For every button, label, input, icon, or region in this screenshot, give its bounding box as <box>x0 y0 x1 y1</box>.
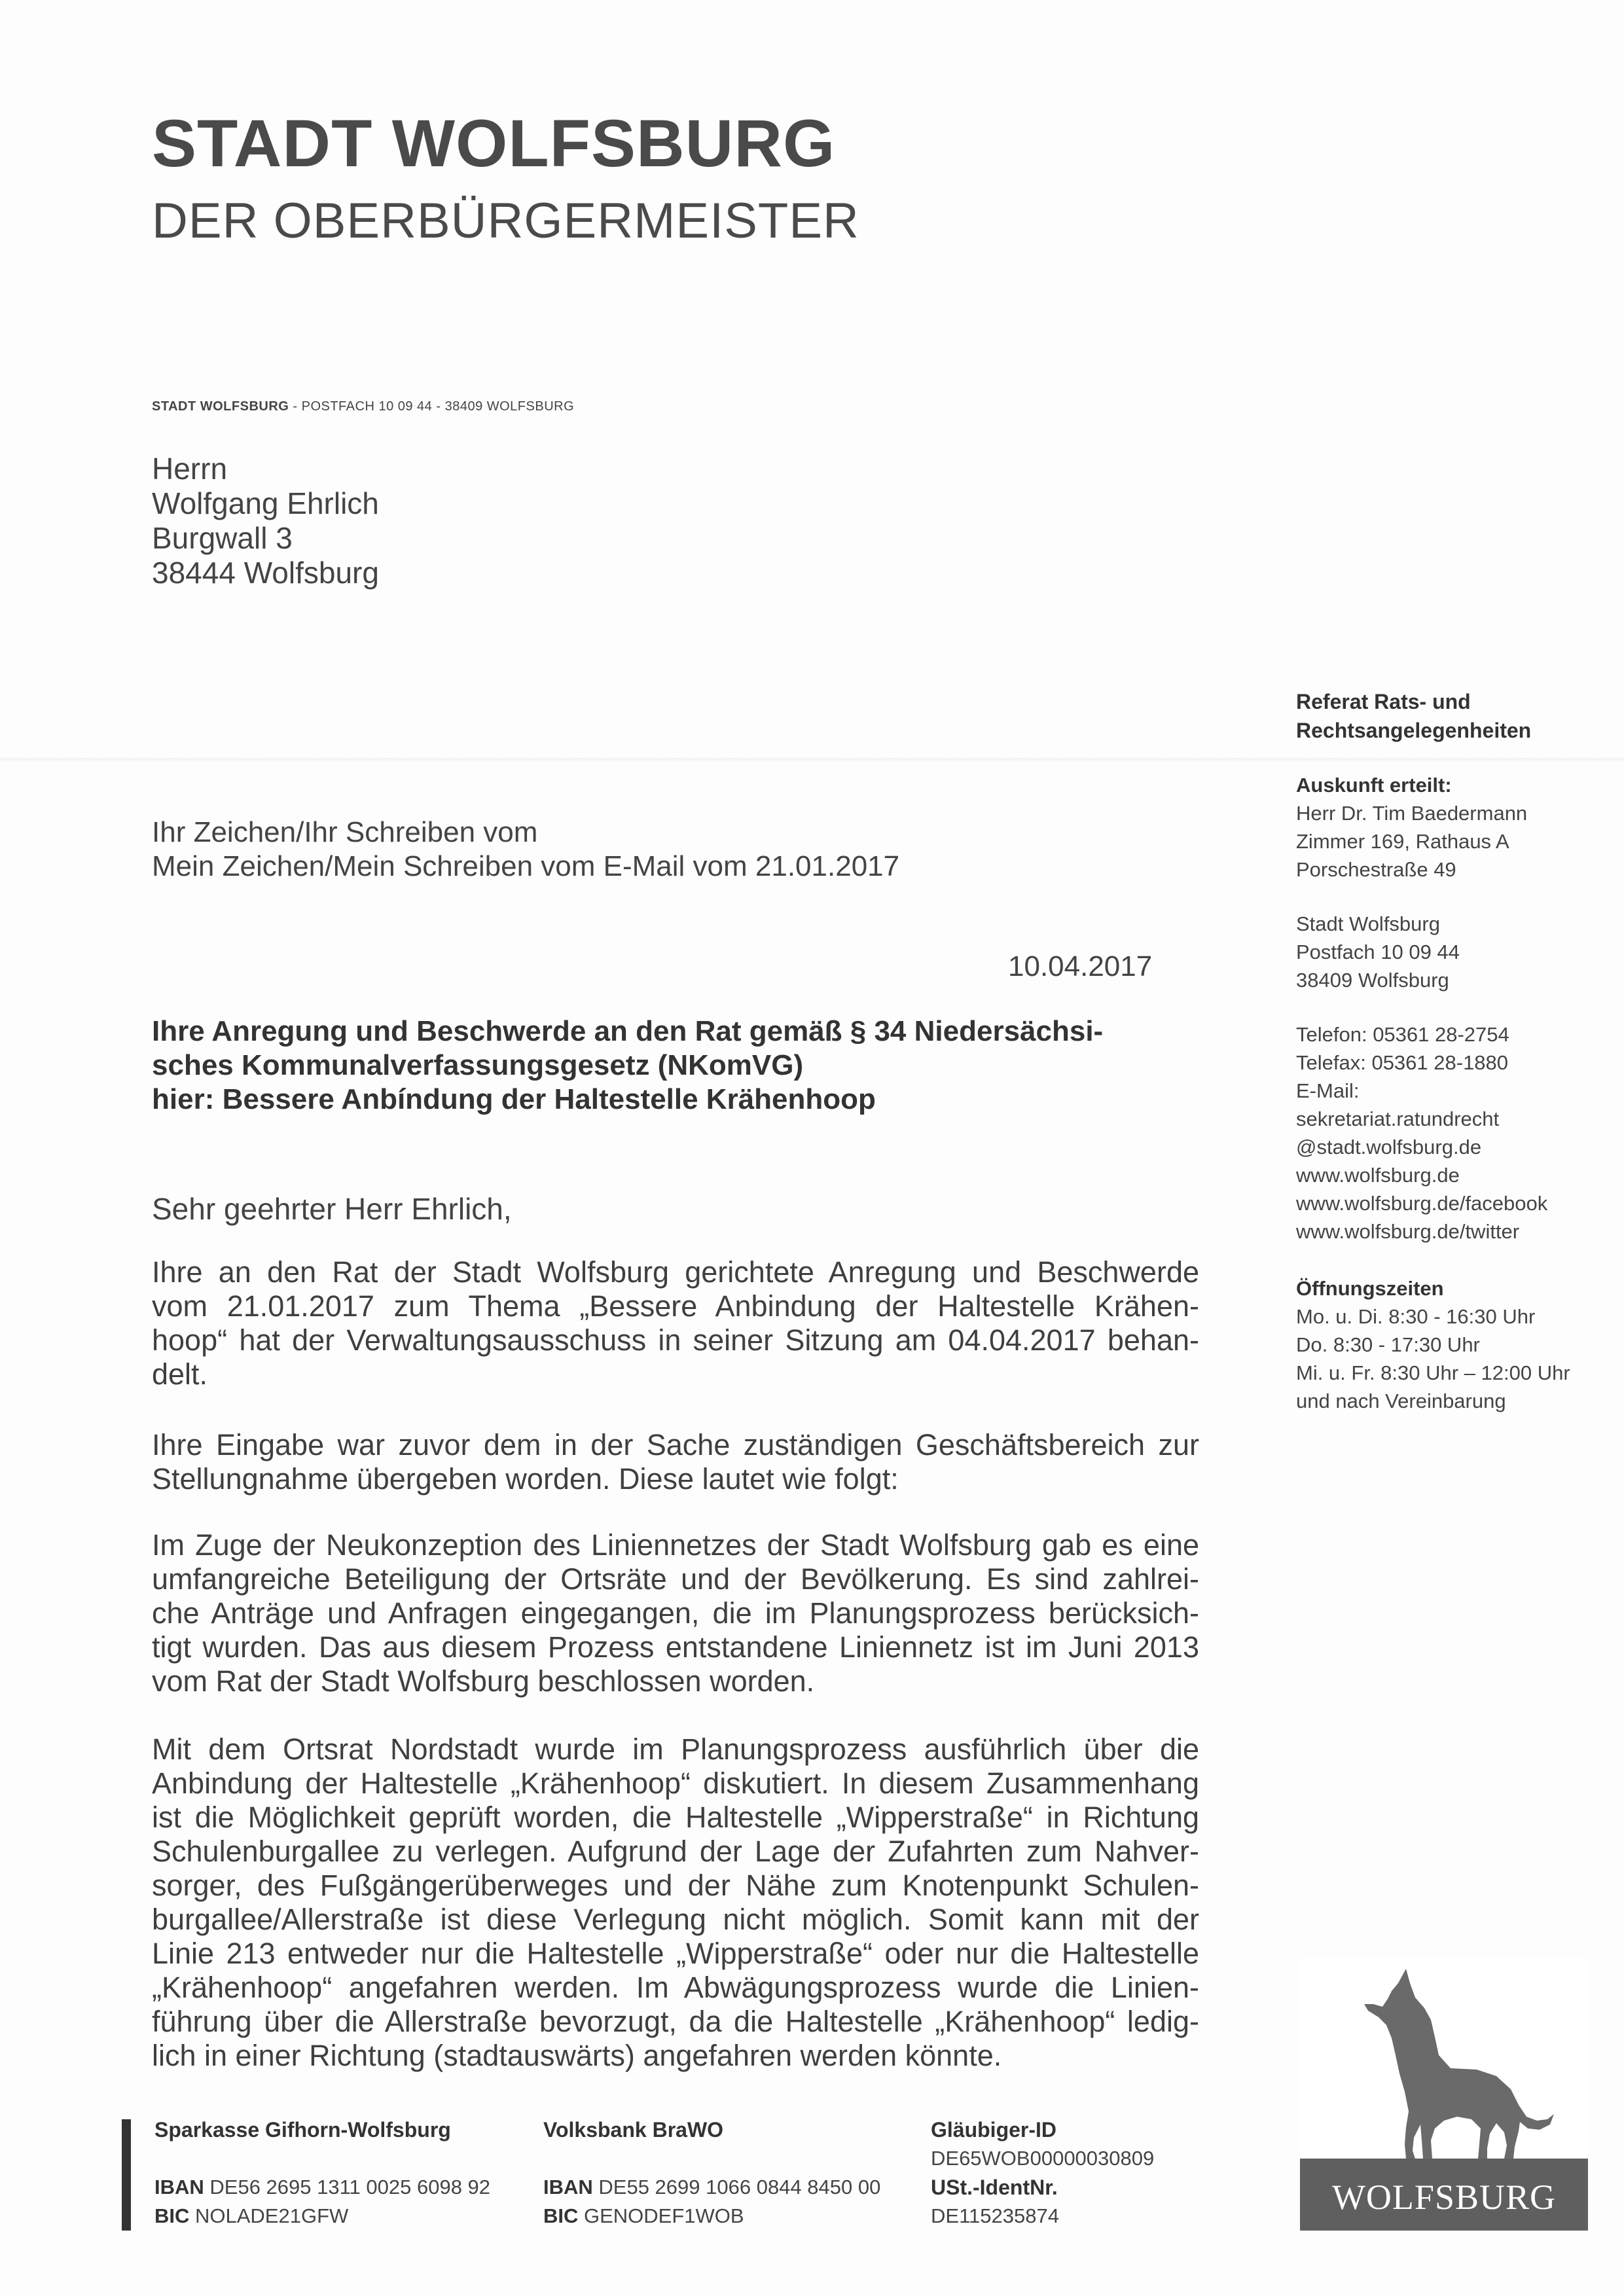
footer-accent-bar <box>122 2119 131 2231</box>
body-line: Ihre Eingabe war zuvor dem in der Sache zuständigen Geschäftsbereich zur <box>152 1428 1199 1462</box>
bank-bic: BIC GENODEF1WOB <box>543 2204 744 2227</box>
sender-return-address <box>152 399 574 414</box>
wolfsburg-logo <box>1300 1957 1588 2231</box>
body-line: umfangreiche Beteiligung der Ortsräte und der Bevölkerung. Es sind zahlrei- <box>152 1562 1199 1596</box>
facebook-link: www.wolfsburg.de/facebook <box>1296 1192 1548 1215</box>
body-paragraph <box>152 1255 1199 1391</box>
recipient-city: 38444 Wolfsburg <box>152 556 379 590</box>
subject-line: Ihre Anregung und Beschwerde an den Rat gemäß § 34 Niedersächsi- <box>152 1015 1104 1047</box>
howling-wolf-icon <box>1300 1957 1588 2160</box>
subject-line: sches Kommunalverfassungsgesetz (NKomVG) <box>152 1049 804 1081</box>
footer-bank-sparkasse <box>154 2115 490 2231</box>
body-line: tigt wurden. Das aus diesem Prozess entstandene Liniennetz ist im Juni 2013 <box>152 1630 1199 1664</box>
vat-id-label: USt.-IdentNr. <box>931 2176 1058 2199</box>
body-paragraph <box>152 1428 1199 1496</box>
body-line: Stellungnahme übergeben worden. Diese lautet wie folgt: <box>152 1462 899 1496</box>
body-line: Im Zuge der Neukonzeption des Liniennetzes der Stadt Wolfsburg gab es eine <box>152 1528 1199 1562</box>
logo-banner <box>1300 2159 1588 2231</box>
your-reference: Ihr Zeichen/Ihr Schreiben vom <box>152 816 538 848</box>
body-line: Ihre an den Rat der Stadt Wolfsburg gerichtete Anregung und Beschwerde <box>152 1255 1199 1289</box>
body-line: Mit dem Ortsrat Nordstadt wurde im Planungsprozess ausführlich über die <box>152 1732 1199 1766</box>
contact-street: Porschestraße 49 <box>1296 858 1456 881</box>
body-line: vom Rat der Stadt Wolfsburg beschlossen worden. <box>152 1664 815 1698</box>
body-line: Schulenburgallee zu verlegen. Aufgrund der Lage der Zufahrten zum Nahver- <box>152 1835 1199 1868</box>
letter-subject <box>152 1014 1199 1117</box>
body-line: che Anträge und Anfragen eingegangen, die im Planungsprozess berücksich- <box>152 1596 1199 1630</box>
email-label: E-Mail: <box>1296 1079 1360 1102</box>
subject-line: hier: Bessere Anbíndung der Haltestelle Krähenhoop <box>152 1083 876 1115</box>
body-line: sorger, des Fußgängerüberweges und der Nähe zum Knotenpunkt Schulen- <box>152 1869 1199 1902</box>
body-line: Linie 213 entweder nur die Haltestelle „Wipperstraße“ oder nur die Haltestelle <box>152 1937 1199 1970</box>
reference-lines <box>152 816 899 884</box>
creditor-id-label: Gläubiger-ID <box>931 2118 1057 2142</box>
sender-name: STADT WOLFSBURG <box>152 399 289 414</box>
body-line: vom 21.01.2017 zum Thema „Bessere Anbindung der Haltestelle Krähen- <box>152 1289 1199 1323</box>
opening-hours-heading: Öffnungszeiten <box>1296 1277 1444 1300</box>
recipient-street: Burgwall 3 <box>152 521 293 555</box>
recipient-name: Wolfgang Ehrlich <box>152 486 379 520</box>
opening-hours-line: Mi. u. Fr. 8:30 Uhr – 12:00 Uhr <box>1296 1361 1570 1384</box>
department-name: Rechtsangelegenheiten <box>1296 719 1532 742</box>
body-line: führung über die Allerstraße bevorzugt, da die Haltestelle „Krähenhoop“ ledig- <box>152 2005 1199 2038</box>
our-reference: Mein Zeichen/Mein Schreiben vom E-Mail vom 21.01.2017 <box>152 850 900 882</box>
contact-room: Zimmer 169, Rathaus A <box>1296 830 1509 853</box>
recipient-address <box>152 452 379 590</box>
body-line: Anbindung der Haltestelle „Krähenhoop“ diskutiert. In diesem Zusammenhang <box>152 1767 1199 1800</box>
opening-hours-line: und nach Vereinbarung <box>1296 1390 1506 1412</box>
website-link: www.wolfsburg.de <box>1296 1164 1460 1187</box>
twitter-link: www.wolfsburg.de/twitter <box>1296 1220 1520 1243</box>
bank-bic: BIC NOLADE21GFW <box>154 2204 349 2227</box>
contact-sidebar <box>1296 687 1597 1415</box>
body-line: delt. <box>152 1357 208 1391</box>
body-paragraph <box>152 1528 1199 1698</box>
body-line: lich in einer Richtung (stadtauswärts) angefahren werden könnte. <box>152 2039 1002 2072</box>
contact-heading: Auskunft erteilt: <box>1296 774 1452 797</box>
postal-name: Stadt Wolfsburg <box>1296 912 1440 935</box>
bank-name: Sparkasse Gifhorn-Wolfsburg <box>154 2118 451 2142</box>
bank-iban: IBAN DE55 2699 1066 0844 8450 00 <box>543 2176 881 2198</box>
phone-number: Telefon: 05361 28-2754 <box>1296 1023 1509 1046</box>
bank-iban: IBAN DE56 2695 1311 0025 6098 92 <box>154 2176 491 2198</box>
email-address: sekretariat.ratundrecht <box>1296 1107 1500 1130</box>
letterhead-subtitle: DER OBERBÜRGERMEISTER <box>152 193 859 249</box>
recipient-salutation: Herrn <box>152 452 228 486</box>
contact-person: Herr Dr. Tim Baedermann <box>1296 802 1528 825</box>
salutation: Sehr geehrter Herr Ehrlich, <box>152 1192 512 1226</box>
creditor-id: DE65WOB00000030809 <box>931 2147 1155 2170</box>
fax-number: Telefax: 05361 28-1880 <box>1296 1051 1509 1074</box>
sender-address: - POSTFACH 10 09 44 - 38409 WOLFSBURG <box>289 399 575 414</box>
email-address: @stadt.wolfsburg.de <box>1296 1136 1482 1158</box>
opening-hours-line: Mo. u. Di. 8:30 - 16:30 Uhr <box>1296 1305 1536 1328</box>
body-line: „Krähenhoop“ angefahren werden. Im Abwägungsprozess wurde die Linien- <box>152 1971 1199 2004</box>
vat-id: DE115235874 <box>931 2204 1059 2227</box>
letterhead-title: STADT WOLFSBURG <box>152 106 836 181</box>
bank-name: Volksbank BraWO <box>543 2118 724 2142</box>
body-line: hoop“ hat der Verwaltungsausschuss in seiner Sitzung am 04.04.2017 behan- <box>152 1323 1199 1357</box>
footer-bank-volksbank <box>543 2115 880 2231</box>
postal-box: Postfach 10 09 44 <box>1296 941 1460 963</box>
postal-city: 38409 Wolfsburg <box>1296 969 1449 992</box>
body-line: burgallee/Allerstraße ist diese Verlegung nicht möglich. Somit kann mit der <box>152 1903 1199 1936</box>
body-paragraph <box>152 1732 1199 2073</box>
logo-text: WOLFSBURG <box>1331 2178 1557 2217</box>
body-line: ist die Möglichkeit geprüft worden, die Haltestelle „Wipperstraße“ in Richtung <box>152 1801 1199 1834</box>
department-name: Referat Rats- und <box>1296 690 1471 713</box>
opening-hours-line: Do. 8:30 - 17:30 Uhr <box>1296 1333 1480 1356</box>
footer-ids <box>931 2115 1154 2231</box>
letter-date: 10.04.2017 <box>1008 950 1153 982</box>
